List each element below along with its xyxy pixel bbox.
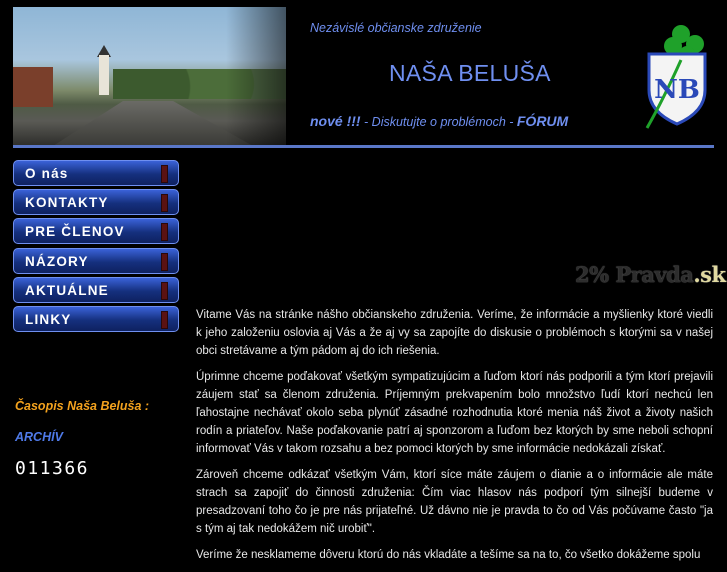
nav-label: KONTAKTY [25, 195, 109, 210]
forum-link[interactable]: FÓRUM [516, 113, 569, 129]
visit-counter: 011366 [15, 458, 90, 479]
nav-label: AKTUÁLNE [25, 283, 109, 298]
nav-label: LINKY [25, 312, 72, 327]
nav-nazory[interactable] [13, 248, 179, 274]
content-paragraph: Veríme že nesklameme dôveru ktorú do nás vkladáte a tešíme sa na to, čo všetko dokážeme spolu [196, 549, 701, 561]
nav-label: NÁZORY [25, 254, 89, 269]
forum-text: - Diskutujte o problémoch - [360, 115, 517, 129]
nav-kontakty[interactable] [13, 189, 179, 215]
site-title: NAŠA BELUŠA [389, 60, 551, 86]
nav-label: PRE ČLENOV [25, 224, 125, 239]
nav-bar-icon [161, 165, 168, 183]
clover-logo-icon [643, 20, 713, 130]
photo-road [53, 101, 253, 146]
photo-house [13, 67, 53, 107]
nav-bar-icon [161, 253, 168, 271]
nav-pre-clenov[interactable] [13, 218, 179, 244]
content-paragraph: Zároveň chceme odkázať všetkým Vám, ktorí síce máte záujem o dianie a o informácie ale máte strach sa zapojiť do činnosti združenia: Čím viac hlasov nás podporí tým silnejší budeme v presadzovaní toho čo je pre nás prijateľné. Už dávno nie je pravda to čo od Vás počúvame často "ja s tým aj tak nedokážem nič urobiť". [196, 469, 713, 535]
nav-bar-icon [161, 311, 168, 329]
header-divider [13, 145, 714, 148]
forum-line[interactable] [310, 113, 568, 129]
nav-bar-icon [161, 223, 168, 241]
nav-aktualne[interactable] [13, 277, 179, 303]
site-subtitle: Nezávislé občianske združenie [310, 21, 482, 35]
nav-o-nas[interactable] [13, 160, 179, 186]
pravda-text: 2% Pravda [575, 262, 694, 287]
pravda-banner[interactable] [575, 262, 726, 287]
header-photo [13, 7, 286, 146]
content-paragraph: Úprimne chceme poďakovať všetkým sympatizujúcim a ľuďom ktorí nás podporili a tým ktorí prejavili záujem stať sa členom združenia. Príjemným prekvapením bolo množstvo ľudí ktorí nechcú len ľahostajne nechávať okolo seba plynúť zásadné rozhodnutia ktoré menia náš život a životy našich rodín a priateľov. Naše poďakovanie patrí aj sponzorom a ľuďom bez ktorých by sme neboli schopní informovať Vás v takom rozsahu a bez pomoci ktorých by sme informácie nedokázali získať. [196, 371, 713, 455]
nav-bar-icon [161, 282, 168, 300]
nav-bar-icon [161, 194, 168, 212]
nav-linky[interactable] [13, 306, 179, 332]
archiv-link[interactable]: ARCHÍV [15, 430, 63, 444]
photo-church-tower [99, 55, 109, 95]
casopis-heading[interactable]: Časopis Naša Beluša : [15, 399, 150, 413]
pravda-domain: .sk [693, 262, 726, 287]
content-paragraph: Vitame Vás na stránke nášho občianskeho združenia. Veríme, že informácie a myšlienky ktoré viedli k jeho založeniu oslovia aj Vás a že aj vy sa zapojíte do diskusie o problémoch s ktorými sa v našej obci stretávame a tým pádom aj do ich riešenia. [196, 309, 713, 357]
forum-new-label: nové !!! [310, 113, 361, 129]
nav-label: O nás [25, 166, 69, 181]
logo-text: NB [654, 75, 700, 105]
photo-fade [226, 7, 286, 146]
main-content [196, 306, 713, 572]
